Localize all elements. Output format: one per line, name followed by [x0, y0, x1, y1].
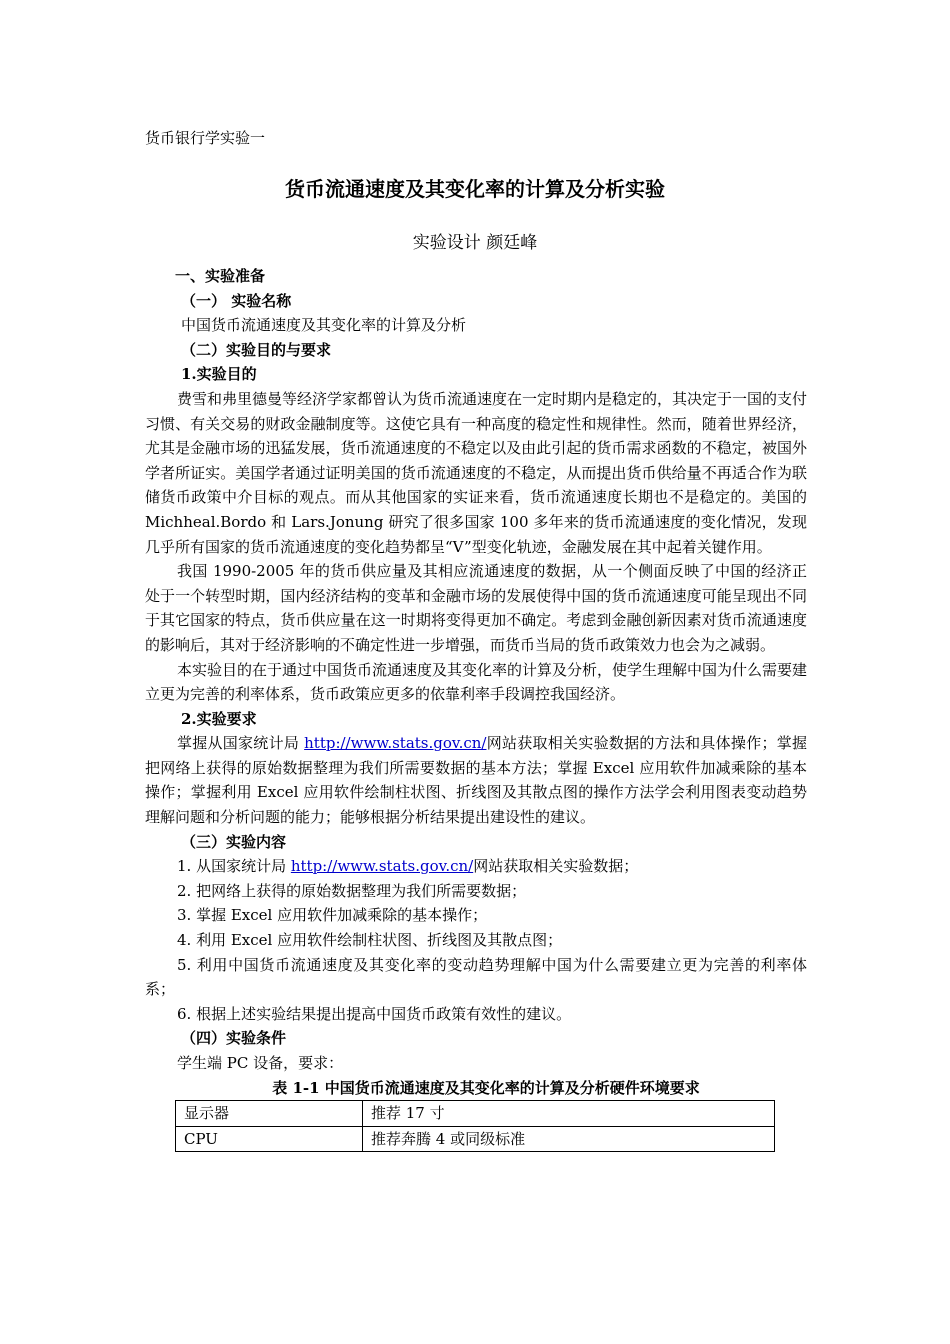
list-item: 5. 利用中国货币流通速度及其变化率的变动趋势理解中国为什么需要建立更为完善的利率体系；: [145, 955, 807, 999]
text: 网站获取相关实验数据；: [473, 857, 639, 876]
table-cell: 推荐奔腾 4 或同级标准: [363, 1126, 775, 1152]
stats-link[interactable]: http://www.stats.gov.cn/: [304, 734, 487, 753]
table-cell: CPU: [176, 1126, 363, 1152]
table-row: [176, 1101, 775, 1127]
list-item: 2. 把网络上获得的原始数据整理为我们所需要数据；: [177, 881, 527, 900]
paragraph: 费雪和弗里德曼等经济学家都曾认为货币流通速度在一定时期内是稳定的，其决定于一国的支付习惯、有关交易的财政金融制度等。这使它具有一种高度的稳定性和规律性。然而，随着世界经济，尤其是金融市场的迅猛发展，货币流通速度的不稳定以及由此引起的货币需求函数的不稳定，被国外学者所证实。美国学者通过证明美国的货币流通速度的不稳定，从而提出货币供给量不再适合作为联储货币政策中介目标的观点。而从其他国家的实证来看，货币流通速度长期也不是稳定的。美国的 Michheal.Bordo 和 Lars.Jonung 研究了很多国家 100 多年来的货币流通速度的变化情况，发现几乎所有国家的货币流通速度的变化趋势都呈“V”型变化轨迹，金融发展在其中起着关键作用。: [145, 389, 808, 556]
subsection-heading: （四）实验条件: [181, 1029, 287, 1048]
paragraph: 我国 1990-2005 年的货币供应量及其相应流通速度的数据，从一个侧面反映了中国的经济正处于一个转型时期，国内经济结构的变革和金融市场的发展使得中国的货币流通速度可能呈现出不同于其它国家的特点，货币供应量在这一时期将变得更加不确定。考虑到金融创新因素对货币流通速度的影响后，其对于经济影响的不确定性进一步增强，而货币当局的货币政策效力也会为之减弱。: [145, 562, 807, 654]
document-title: 货币流通速度及其变化率的计算及分析实验: [285, 177, 665, 201]
text: 1. 从国家统计局: [177, 857, 291, 876]
table-cell: 推荐 17 寸: [363, 1101, 775, 1127]
experiment-name: 中国货币流通速度及其变化率的计算及分析: [181, 316, 467, 335]
subsubsection-heading: 2.实验要求: [181, 709, 257, 728]
hardware-table: [175, 1100, 775, 1152]
subsection-heading: （三）实验内容: [181, 832, 287, 851]
document-body: [145, 264, 807, 1152]
section-heading: 一、实验准备: [175, 267, 266, 285]
paragraph: 本实验目的在于通过中国货币流通速度及其变化率的计算及分析，使学生理解中国为什么需要建立更为完善的利率体系，货币政策应更多的依靠利率手段调控我国经济。: [145, 660, 808, 704]
list-item: 6. 根据上述实验结果提出提高中国货币政策有效性的建议。: [177, 1004, 572, 1023]
author-line: 实验设计 颜廷峰: [412, 233, 538, 253]
paragraph: [145, 731, 807, 829]
stats-link[interactable]: http://www.stats.gov.cn/: [290, 857, 474, 876]
table-cell: 显示器: [176, 1101, 363, 1127]
table-caption: 表 1-1 中国货币流通速度及其变化率的计算及分析硬件环境要求: [272, 1078, 700, 1097]
paragraph: 学生端 PC 设备，要求：: [177, 1054, 344, 1072]
subsection-heading: （一） 实验名称: [181, 291, 292, 310]
subsection-heading: （二）实验目的与要求: [181, 340, 332, 359]
subsubsection-heading: 1.实验目的: [181, 365, 257, 384]
text: 掌握从国家统计局: [177, 734, 305, 753]
page-header: 货币银行学实验一: [145, 129, 266, 147]
table-row: [176, 1126, 775, 1152]
list-item: [145, 854, 807, 879]
text: 网站获取相关实验数据的方法和具体操作；掌握把网络上获得的原始数据整理为我们所需要数据的基本方法；掌握 Excel 应用软件加减乘除的基本操作；掌握利用 Excel 应用软件绘制柱状图、折线图及其散点图的操作方法学会利用图表变动趋势理解问题和分析问题的能力；能够根据分析结果提出建设性的建议。: [145, 734, 807, 827]
list-item: 3. 掌握 Excel 应用软件加减乘除的基本操作；: [177, 906, 488, 925]
list-item: 4. 利用 Excel 应用软件绘制柱状图、折线图及其散点图；: [177, 931, 563, 950]
